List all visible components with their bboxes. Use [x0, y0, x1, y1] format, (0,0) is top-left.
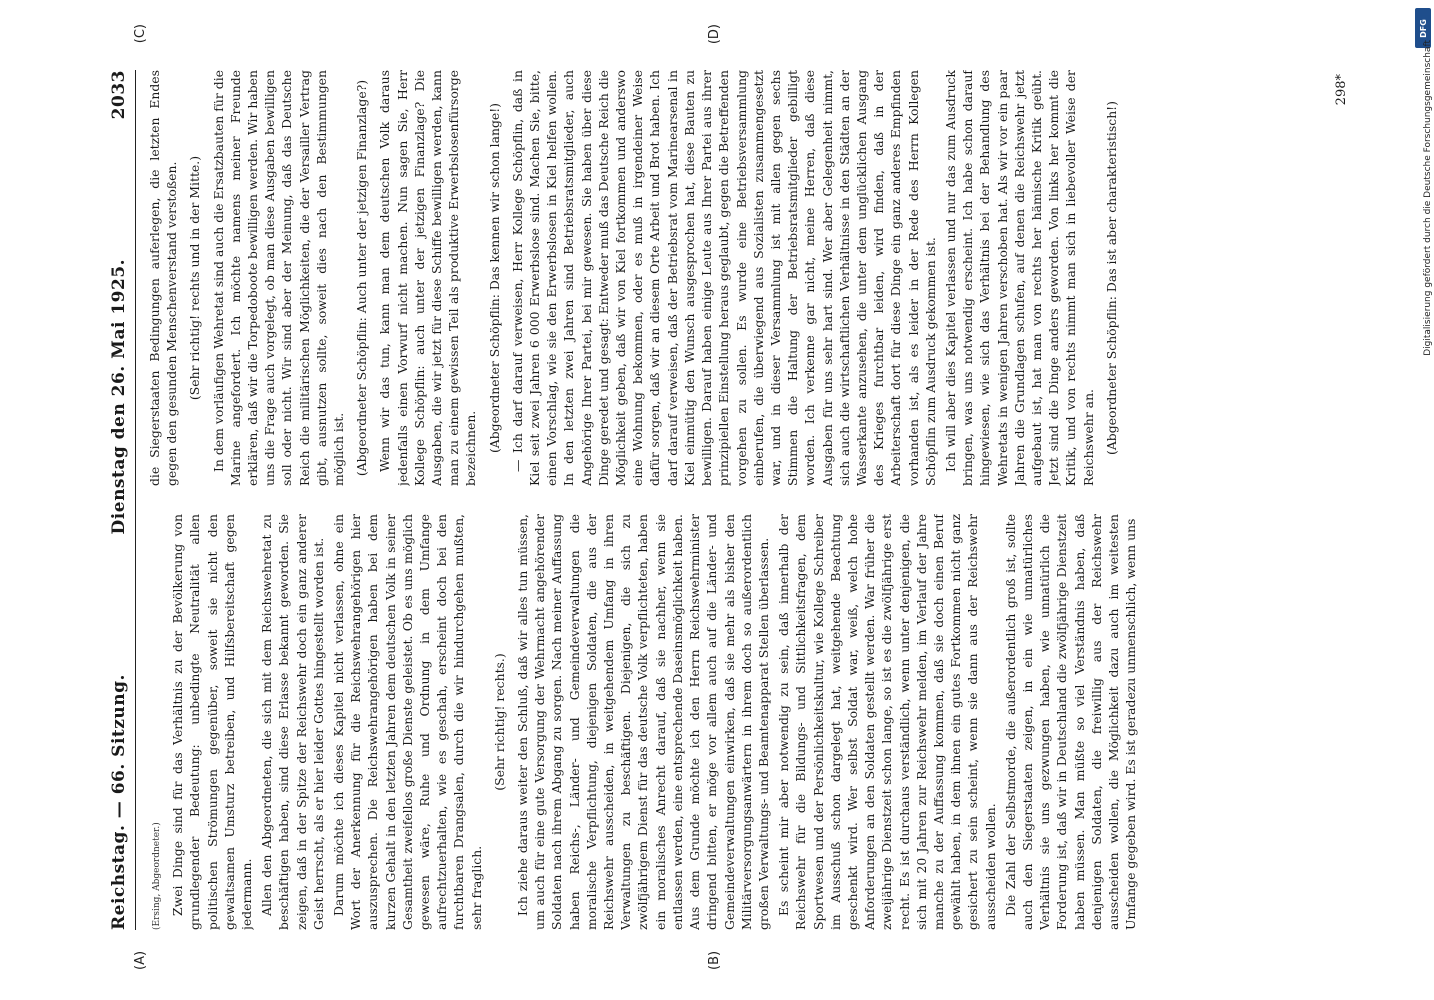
- digitization-note: Digitalisierung gefördert durch die Deutsche Forschungsgemeinschaft: [1423, 40, 1433, 356]
- interjection: (Sehr richtig! rechts und in der Mitte.): [187, 155, 203, 401]
- header-left: Reichstag. — 66. Sitzung.: [109, 674, 129, 930]
- paragraph: Darum möchte ich dieses Kapitel nicht verlassen, ohne ein Wort der Anerkennung für die Reichswehrangehörigen hier auszusprechen. Die Reichswehrangehörigen haben bei dem kurzen Gehalt in den letzten Jahren dem deutschen Volk in seiner Gesamtheit zweifellos große Dienste geleistet. Ob es uns möglich gewesen wäre, Ruhe und Ordnung in dem Umfange aufrechtzuerhalten, wie es geschah, erscheint doch bei den furchtbaren Drangsalen, durch die wir hindurchgehen mußten, sehr fraglich.: [331, 514, 484, 930]
- sheet-signature: 298*: [1334, 74, 1349, 106]
- header-center: Dienstag den 26. Mai 1925.: [109, 258, 129, 535]
- paragraph: Ich ziehe daraus weiter den Schluß, daß wir alles tun müssen, um auch für eine gute Versorgung der Wehrmacht angehörender Soldaten nach ihrem Abgang zu sorgen. Nach meiner Auffassung haben Reichs-, Länder- und Gemeindeverwaltungen die moralische Verpflichtung, diejenigen Soldaten, die aus der Reichswehr ausscheiden, in weitgehendem Umfang in ihren Verwaltungen zu beschäftigen. Diejenigen, die sich zu zwölfjährigem Dienst für das deutsche Volk verpflichteten, haben ein moralisches Anrecht darauf, daß sie nachher, wenn sie entlassen werden, eine entsprechende Daseinsmöglichkeit haben. Aus dem Grunde möchte ich den Herrn Reichswehrminister dringend bitten, er möge vor allem auch auf die Länder- und Gemeindeverwaltungen einwirken, daß sie mehr als bisher den Militärversorgungsanwärtern in ihrem doch so außerordentlich großen Verwaltungs- und Beamtenapparat Stellen überlassen.: [515, 514, 771, 930]
- interjection: (Sehr richtig! rechts.): [491, 653, 507, 791]
- margin-letter-b: (B): [707, 950, 722, 970]
- paragraph: Zwei Dinge sind für das Verhältnis zu der Bevölkerung von grundlegender Bedeutung: unbedingte Neutralität allen politischen Strömungen gegenüber, soweit sie nicht den gewaltsamen Umsturz betreiben, und Hilfsbereitschaft gegen jedermann.: [170, 514, 255, 930]
- document-page: [67, 0, 1367, 1000]
- interjection: (Abgeordneter Schöpflin: Das kennen wir schon lange!): [486, 102, 502, 454]
- running-header: [109, 70, 136, 930]
- paragraph: Allen den Abgeordneten, die sich mit dem Reichswehretat zu beschäftigen haben, sind diese Erlasse bekannt geworden. Sie zeigen, daß in der Spitze der Reichswehr doch ein ganz anderer Geist herrscht, als er hier leider Gottes hingestellt worden ist.: [259, 514, 326, 930]
- paragraph: Die Zahl der Selbstmorde, die außerordentlich groß ist, sollte auch den Siegerstaaten zeigen, in ein wie unnatürliches Verhältnis sie uns gezwungen haben, wie unnatürlich die Forderung ist, daß wir in Deutschland die zwölfjährige Dienstzeit haben müssen. Man müßte so viel Verständnis haben, daß denjenigen Soldaten, die freiwillig aus der Reichswehr ausscheiden wollen, die Möglichkeit dazu auch im weitesten Umfange gegeben wird. Es ist geradezu unmenschlich, wenn uns: [1002, 514, 1139, 930]
- paragraph: Es scheint mir aber notwendig zu sein, daß innerhalb der Reichswehr für die Bildungs- und Sittlichkeitsfragen, dem Sportwesen und der Persönlichkeitskultur, wie Kollege Schreiber im Ausschuß schon dargelegt hat, weitgehende Beachtung geschenkt wird. Wer selbst Soldat war, weiß, welch hohe Anforderungen an den Soldaten gestellt werden. War früher die zweijährige Dienstzeit schon lange, so ist es die zwölfjährige erst recht. Es ist durchaus verständlich, wenn unter denjenigen, die sich mit 20 Jahren zur Reichswehr melden, im Verlauf der Jahre manche zu der Auffassung kommen, daß sie doch einen Beruf gewählt haben, in dem ihnen ein gutes Fortkommen nicht ganz gesichert zu sein scheint, wenn sie dann aus der Reichswehr ausscheiden wollen.: [776, 514, 998, 930]
- paragraph: Ich will aber dies Kapitel verlassen und nur das zum Ausdruck bringen, was uns notwendig erscheint. Ich habe schon darauf hingewiesen, wie sich das Verhältnis bei der Behandlung des Wehretats in wenigen Jahren verschoben hat. Als wir vor ein paar Jahren die Grundlagen schufen, auf denen die Reichswehr jetzt aufgebaut ist, hat man von rechts her hämische Kritik geübt. Jetzt sind die Dinge anders geworden. Von links her kommt die Kritik, und von rechts nimmt man sich in liebevoller Weise der Reichswehr an.: [942, 70, 1096, 486]
- digitization-strip: [1412, 0, 1434, 1000]
- dfg-logo: DFG: [1415, 8, 1431, 48]
- column-right: [146, 70, 1286, 486]
- margin-letter-d: (D): [707, 24, 722, 45]
- page-number: 2033: [109, 70, 129, 120]
- speaker-tag: (Ersing, Abgeordneter.): [152, 822, 162, 930]
- paragraph: die Siegerstaaten Bedingungen auferlegen, die letzten Endes gegen den gesunden Menschenverstand verstoßen.: [147, 70, 180, 486]
- paragraph: — Ich darf darauf verweisen, Herr Kollege Schöpflin, daß in Kiel seit zwei Jahren 6 000 Erwerbslose sind. Machen Sie, bitte, einen Vorschlag, wie sie den Erwerbslosen in Kiel helfen wollen. In den letzten zwei Jahren sind Betriebsratsmitglieder, auch Angehörige Ihrer Partei, bei mir gewesen. Sie haben über diese Dinge geredet und gesagt: Entweder muß das Deutsche Reich die Möglichkeit geben, daß wir von Kiel fortkommen und anderswo eine Wohnung bekommen, oder es muß in irgendeiner Weise dafür sorgen, daß wir an diesem Orte Arbeit und Brot haben. Ich darf darauf verweisen, daß der Betriebsrat vom Marinearsenal in Kiel einmütig den Wunsch ausgesprochen hat, diese Bauten zu bewilligen. Darauf haben einige Leute aus Ihrer Partei aus ihrer prinzipiellen Einstellung heraus geglaubt, gegen die Betreffenden vorgehen zu sollen. Es wurde eine Betriebsversammlung einberufen, die überwiegend aus Sozialisten zusammengesetzt war, und in dieser Versammlung ist mit allen gegen sechs Stimmen die Haltung der Betriebsratsmitglieder gebilligt worden. Ich verkenne gar nicht, meine Herren, daß diese Ausgaben für uns sehr hart sind. Wer aber Gelegenheit nimmt, sich auch die wirtschaftlichen Verhältnisse in den Städten an der Wasserkante anzusehen, die unter dem unglücklichen Ausgang des Krieges furchtbar leiden, wird finden, daß in der Arbeiterschaft dort für diese Dinge ein ganz anderes Empfinden vorhanden ist, als es leider in der Rede des Herrn Kollegen Schöpflin zum Ausdruck gekommen ist.: [509, 70, 938, 486]
- paragraph: In dem vorläufigen Wehretat sind auch die Ersatzbauten für die Marine angefordert. Ich möchte namens meiner Freunde erklären, daß wir die Torpedoboote bewilligen werden. Wir haben uns die Frage auch vorgelegt, ob man diese Ausgaben bewilligen soll oder nicht. Wir sind aber der Meinung, daß das Deutsche Reich die militärischen Möglichkeiten, die der Versailler Vertrag gibt, ausnutzen sollte, soweit dies nach den Bestimmungen möglich ist.: [210, 70, 347, 486]
- margin-letter-a: (A): [133, 950, 148, 970]
- column-left: [146, 514, 1286, 930]
- text-columns: [146, 70, 1286, 930]
- paragraph: Wenn wir das tun, kann man dem deutschen Volk daraus jedenfalls einen Vorwurf nicht machen. Nun sagen Sie, Herr Kollege Schöpflin: auch unter der jetzigen Finanzlage? Die Ausgaben, die wir jetzt für diese Schiffe bewilligen werden, kann man zu einem gewissen Teil als produktive Erwerbslosenfürsorge bezeichnen.: [377, 70, 479, 486]
- interjection: (Abgeordneter Schöpflin: Das ist aber charakteristisch!): [1103, 101, 1119, 455]
- interjection: (Abgeordneter Schöpflin: Auch unter der jetzigen Finanzlage?): [354, 79, 370, 477]
- margin-letter-c: (C): [133, 24, 148, 44]
